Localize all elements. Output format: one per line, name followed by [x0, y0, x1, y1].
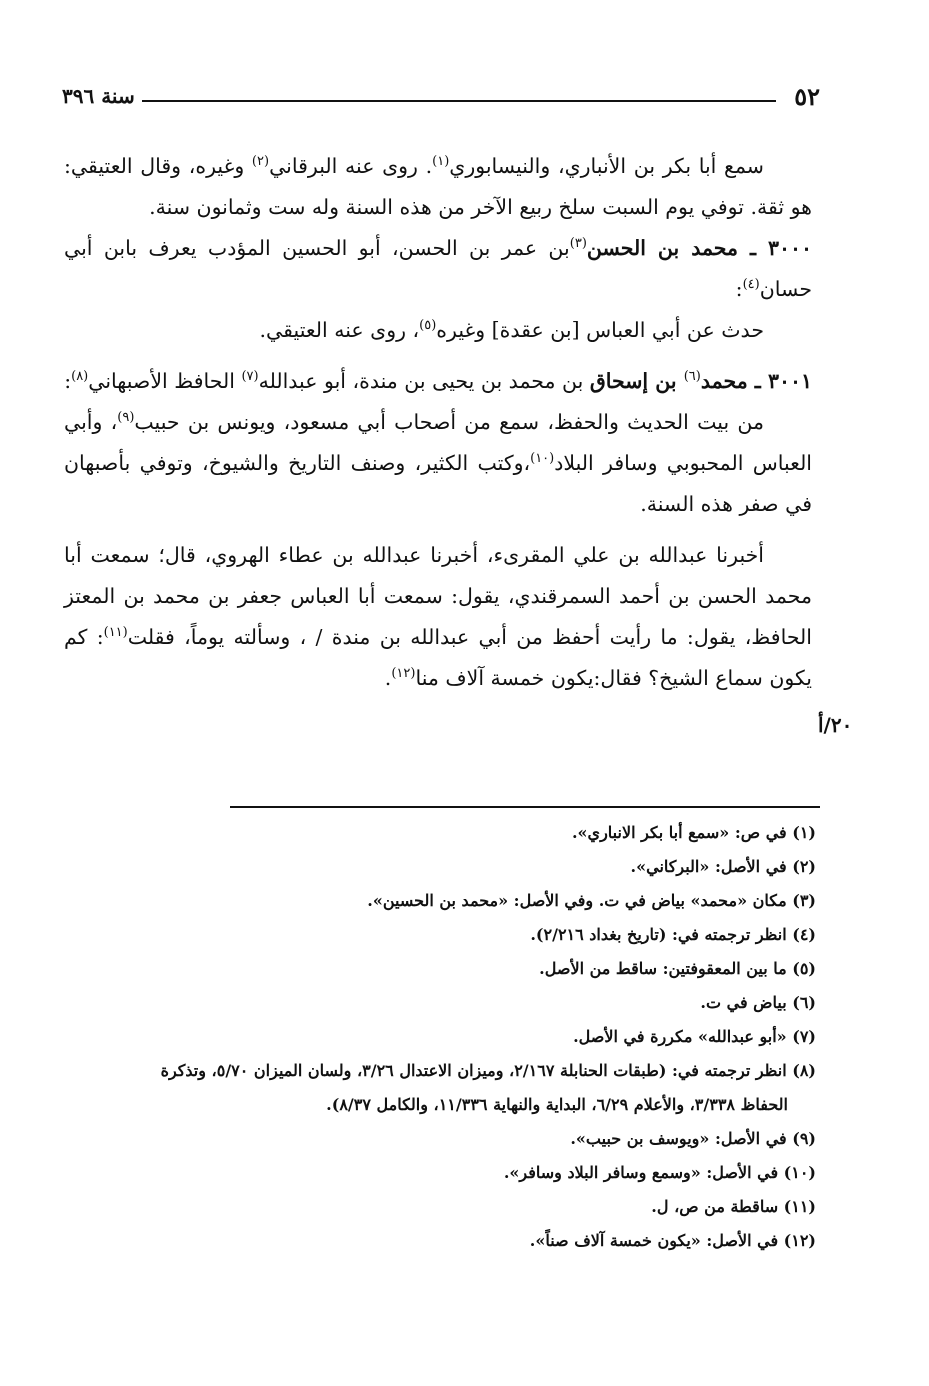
footnote-ref: (١٠) [530, 451, 555, 467]
footnote: (٧) «أبو عبدالله» مكررة في الأصل. [573, 1027, 816, 1046]
text: : [735, 277, 743, 301]
footnote-ref: (٣) [569, 236, 587, 252]
entry-heading: ٣٠٠٠ ـ محمد بن الحسن [586, 236, 812, 260]
footnote-ref: (٦) [683, 369, 701, 385]
footnote: (٦) بياض في ت. [700, 993, 816, 1012]
text: أخبرنا عبدالله بن علي المقرىء، أخبرنا عبدالله بن عطاء الهروي، قال؛ سمعت أبا محمد الحسن بن أحمد السمرقندي، يقول: سمعت أبا العباس جعفر بن محمد بن المعتز الحافظ، يقول: ما رأيت أحفظ من أبي عبدالله بن مندة / ، وسألته يوماً، فقلت [64, 543, 812, 649]
text: . روى عنه البرقاني [269, 154, 433, 178]
entry-3001-body [64, 402, 812, 525]
spacer [64, 525, 812, 535]
footnote: (١١) ساقطة من ص، ل. [651, 1197, 816, 1216]
footnote-ref: (٢) [251, 154, 270, 170]
text: ، وأبي العباس المحبوبي وسافر البلاد [64, 410, 813, 475]
text: ، روى عنه العتيقي. [259, 318, 420, 342]
paragraph-continuation [64, 146, 812, 228]
text: حدث عن أبي العباس [بن عقدة] وغيره [436, 318, 764, 342]
text: : كم يكون سماع الشيخ؟ فقال:يكون خمسة آلاف منا [64, 625, 812, 690]
footnote: (٨) انظر ترجمته في: (طبقات الحنابلة ٢/١٦٧، وميزان الاعتدال ٣/٢٦، ولسان الميزان ٥/٧٠، وتذكرة [160, 1061, 816, 1080]
footnote-continuation: الحفاظ ٣/٣٣٨، والأعلام ٦/٢٩، البداية والنهاية ١١/٣٣٦، والكامل ٨/٣٧). [326, 1095, 788, 1114]
text: سمع أبا بكر بن الأنباري، والنيسابوري [449, 154, 764, 178]
text: : [64, 369, 72, 393]
footnote-ref: (٨) [71, 369, 89, 385]
footnote-ref: (٤) [742, 277, 760, 293]
footnote-ref: (٩) [117, 410, 135, 426]
manuscript-folio-marker: ٢٠/أ [818, 713, 853, 737]
footnote-ref: (١١) [103, 625, 128, 641]
text: ،وكتب الكثير، وصنف التاريخ والشيوخ، وتوفي بأصبهان في صفر هذه السنة. [64, 451, 812, 516]
entry-3000 [64, 228, 812, 310]
footnote-ref: (٧) [241, 369, 259, 385]
running-head: سنة ٣٩٦ [62, 84, 135, 108]
spacer [64, 351, 812, 361]
footnote: (٤) انظر ترجمته في: (تاريخ بغداد ٢/٢١٦). [530, 925, 816, 944]
footnote: (٥) ما بين المعقوفتين: ساقط من الأصل. [539, 959, 816, 978]
text: الحافظ الأصبهاني [88, 369, 242, 393]
entry-heading: ٣٠٠١ ـ محمد [700, 369, 812, 393]
entry-3000-body [64, 310, 812, 351]
footnote: (٣) مكان «محمد» بياض في ت. وفي الأصل: «محمد بن الحسين». [367, 891, 816, 910]
header-rule [142, 100, 776, 102]
text: وغيره، وقال العتيقي: هو ثقة. توفي يوم السبت سلخ ربيع الآخر من هذه السنة وله ست وثمانون سنة. [64, 154, 812, 219]
isnad-paragraph [64, 535, 812, 699]
text: من بيت الحديث والحفظ، سمع من أصحاب أبي مسعود، ويونس بن حبيب [134, 410, 764, 434]
text: بن محمد بن يحيى بن مندة، أبو عبدالله [258, 369, 590, 393]
text: بن عمر بن الحسن، أبو الحسين المؤدب يعرف بابن أبي حسان [64, 236, 812, 301]
footnote: (٩) في الأصل: «ويوسف بن حبيب». [570, 1129, 816, 1148]
footnote-ref: (٥) [419, 318, 437, 334]
entry-3001 [64, 361, 812, 402]
main-text [64, 146, 812, 699]
footnote-separator [230, 806, 820, 808]
footnote: (١٢) في الأصل: «يكون خمسة آلاف صناً». [529, 1231, 816, 1250]
page-number: ٥٢ [794, 82, 820, 111]
text: . [384, 666, 392, 690]
footnote: (٢) في الأصل: «البركاني». [630, 857, 816, 876]
footnote: (١) في ص: «سمع أبا بكر الانباري». [571, 823, 816, 842]
entry-heading-name: بن إسحاق [589, 369, 684, 393]
footnote-ref: (١٢) [391, 666, 416, 682]
page-header [62, 82, 820, 112]
footnotes [64, 816, 816, 1258]
footnote: (١٠) في الأصل: «وسمع وسافر البلاد وسافر». [503, 1163, 816, 1182]
footnote-ref: (١) [432, 154, 450, 170]
